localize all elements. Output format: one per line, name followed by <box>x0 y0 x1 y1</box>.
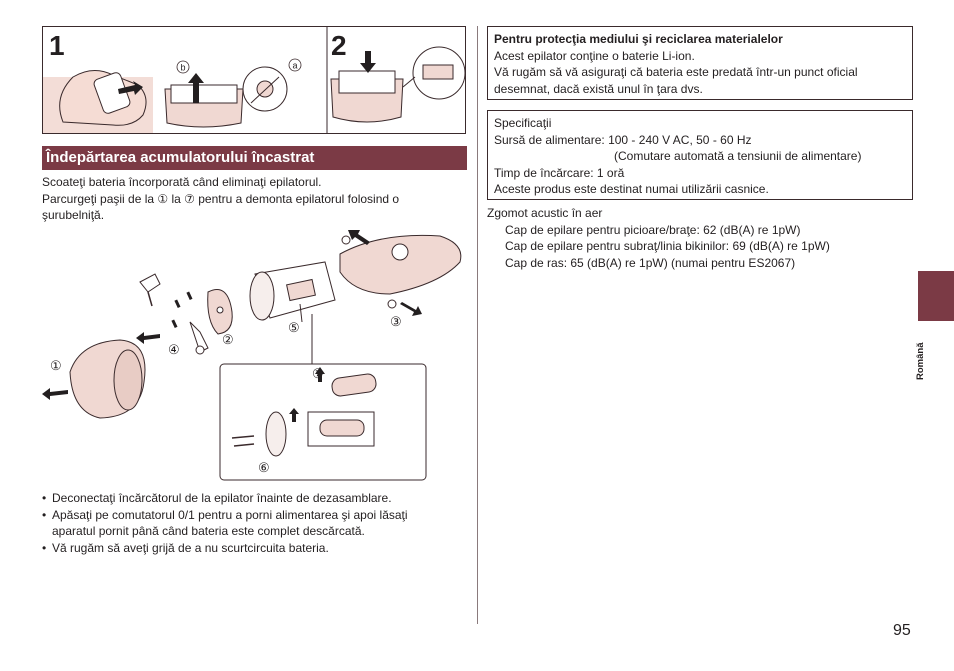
callout-6: ⑥ <box>258 460 270 475</box>
section-title: Îndepărtarea acumulatorului încastrat <box>42 146 467 170</box>
environment-line: Vă rugăm să vă asiguraţi că bateria este predată într-un punct oficial <box>494 65 858 79</box>
callout-b: b <box>180 62 186 73</box>
noise-line: Cap de epilare pentru subraţ/linia bikinilor: 69 (dB(A) re 1pW) <box>505 239 830 253</box>
steps-figure <box>42 26 466 134</box>
noise-title: Zgomot acustic în aer <box>487 206 603 220</box>
step-number-2: 2 <box>331 30 347 61</box>
environment-line: Acest epilator conţine o baterie Li-ion. <box>494 48 695 63</box>
language-tab <box>918 271 954 321</box>
step-number-1: 1 <box>49 30 65 61</box>
intro-line-3: şurubelniţă. <box>42 208 105 222</box>
callout-2: ② <box>222 332 234 347</box>
specifications-box <box>487 110 913 200</box>
callout-4: ④ <box>168 342 180 357</box>
environment-line: desemnat, dacă există unul în ţara dvs. <box>494 81 703 96</box>
intro-line-2: Parcurgeţi paşii de la ① la ⑦ pentru a demonta epilatorul folosind o <box>42 191 400 206</box>
spec-charge-time: Timp de încărcare: 1 oră <box>494 165 625 180</box>
steps-illustration <box>43 27 465 133</box>
bullet-item: • Deconectaţi încărcătorul de la epilator înainte de dezasamblare. <box>42 490 467 507</box>
environment-title: Pentru protecţia mediului şi reciclarea materialelor <box>494 32 783 46</box>
callout-5: ⑤ <box>288 320 300 335</box>
outer-shell-part <box>340 230 461 316</box>
intro-line-1: Scoateţi bateria încorporată când eliminaţi epilatorul. <box>42 175 322 189</box>
spec-power-label: Sursă de alimentare: <box>494 132 605 147</box>
spec-household: Aceste produs este destinat numai utilizării casnice. <box>494 182 769 196</box>
column-divider <box>477 26 478 624</box>
callout-3: ③ <box>390 314 402 329</box>
bullet-item: • Vă rugăm să aveţi grijă de a nu scurtcircuita bateria. <box>42 540 467 557</box>
device-open-illustration <box>165 59 301 127</box>
spec-title: Specificaţii <box>494 116 552 130</box>
spec-power-value: 100 - 240 V AC, 50 - 60 Hz <box>608 132 752 147</box>
noise-section <box>487 205 913 271</box>
spec-power-row <box>494 132 906 149</box>
epilator-head-part <box>42 340 145 418</box>
noise-line: Cap de epilare pentru picioare/braţe: 62 (dB(A) re 1pW) <box>505 222 801 237</box>
motor-frame-part <box>250 262 335 322</box>
disassembly-diagram <box>40 222 468 484</box>
page-number: 95 <box>893 622 911 639</box>
bullet-continuation: aparatul pornit până când bateria este complet descărcată. <box>52 524 365 538</box>
environment-box <box>487 26 913 100</box>
callout-7: ⑦ <box>312 366 324 381</box>
callout-1: ① <box>50 358 62 373</box>
callout-a: a <box>292 60 298 71</box>
side-plate-part <box>208 290 233 335</box>
noise-line: Cap de ras: 65 (dB(A) re 1pW) (numai pentru ES2067) <box>505 255 796 270</box>
language-label: Română <box>915 342 926 380</box>
spec-power-note: (Comutare automată a tensiunii de alimentare) <box>614 149 862 163</box>
device-press-illustration <box>331 47 465 122</box>
section-intro <box>42 174 467 224</box>
hand-removing-head-illustration <box>43 70 153 133</box>
warning-bullets <box>42 490 467 556</box>
bullet-item: • Apăsaţi pe comutatorul 0/1 pentru a porni alimentarea şi apoi lăsaţi <box>42 507 467 524</box>
